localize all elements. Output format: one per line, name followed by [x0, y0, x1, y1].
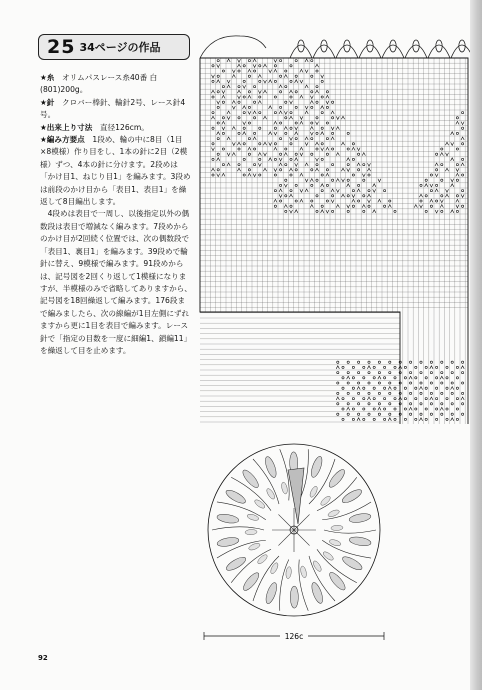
chart-outline — [200, 58, 468, 424]
chart-grid — [200, 58, 468, 424]
stitch-chart — [198, 28, 470, 428]
page-binding-shadow — [470, 0, 482, 690]
doily-diagram — [198, 438, 398, 650]
dimension-label: 126c — [284, 632, 304, 641]
instructions-text — [40, 72, 192, 357]
doily-pattern — [208, 444, 380, 616]
material-needles: ★針 クロバー棒針、輪針2号、レース針4号。 — [40, 97, 186, 120]
material-yarn: ★糸 オリムパスレース糸40番 白(801)200g。 — [40, 73, 158, 95]
method-paragraph-2: 4段めは表目で一周し、以後指定以外の偶数段は表目で増減なく編みます。7段めからのかけ目が2回続く位置では、次の偶数段で「表目1、裏目1」を編みます。39段めで輪針に替え、9模様で編みます。91段めからは、記号図を2回くり返して1模様になりますが、半模様のみで省略してありますから、記号図を18回繰返して編みます。176段まで編みましたら、次の線編が1目左側にずれますから更に1目を表目で編みます。レース針で「指定の目数を一度に細編1、鎖編11」を繰返して目を止めます。 — [40, 209, 192, 355]
finished-size: ★出来上り寸法 直径126cm。 — [40, 122, 149, 132]
method-paragraph-1: ★編み方要点 1段め、輪の中に8目（1目×8模様）作り目をし、1本の針に2目（2模様）ずつ、4本の針に分けます。2段めは「かけ目1、ねじり目1」を編みます。3段めは前段のかけ目から「表目1、表目1」を繰返して8目編出します。 — [40, 135, 191, 207]
pattern-number: 25 — [47, 36, 76, 58]
pattern-title: 34ページの作品 — [79, 41, 161, 54]
pattern-header — [38, 34, 190, 60]
page-number: 92 — [38, 654, 48, 662]
chart-scallop-edge — [200, 36, 470, 58]
